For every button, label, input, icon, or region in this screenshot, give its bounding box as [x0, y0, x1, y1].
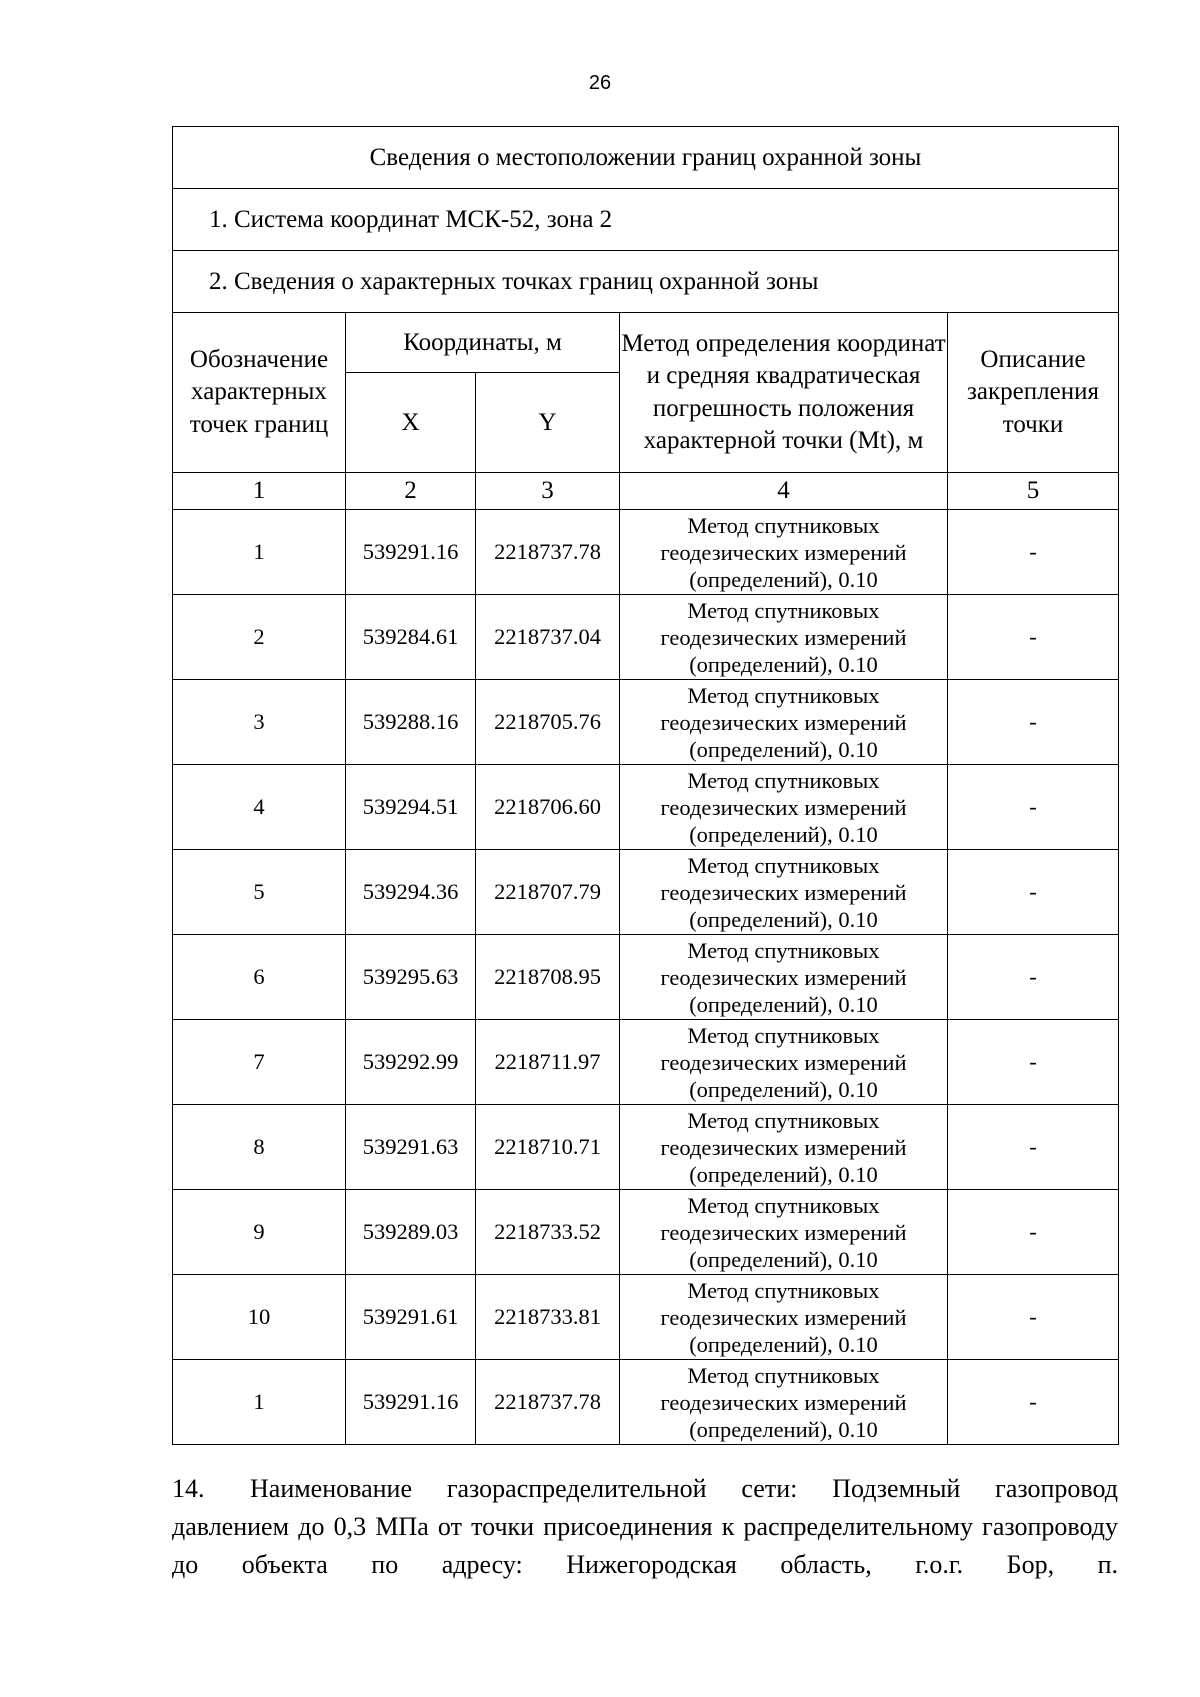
x-coordinate-cell: 539291.16	[346, 510, 476, 595]
y-coordinate-cell: 2218737.04	[476, 595, 620, 680]
x-coordinate-cell: 539294.51	[346, 765, 476, 850]
table-row	[173, 1360, 1119, 1445]
table-row	[173, 1275, 1119, 1360]
description-cell: -	[948, 595, 1119, 680]
table-row	[173, 510, 1119, 595]
boundary-points-table	[172, 126, 1119, 1445]
point-label-cell: 10	[173, 1275, 346, 1360]
paragraph-number: 14.	[172, 1474, 205, 1503]
column-number-row	[173, 473, 1119, 510]
point-label-cell: 7	[173, 1020, 346, 1105]
description-cell: -	[948, 1275, 1119, 1360]
coordinate-system: 1. Система координат МСК-52, зона 2	[173, 189, 1119, 251]
col-header-point: Обозначение характерных точек границ	[173, 313, 346, 473]
column-number: 5	[948, 473, 1119, 510]
table-row	[173, 850, 1119, 935]
description-cell: -	[948, 510, 1119, 595]
y-coordinate-cell: 2218733.52	[476, 1190, 620, 1275]
description-cell: -	[948, 935, 1119, 1020]
y-coordinate-cell: 2218707.79	[476, 850, 620, 935]
description-cell: -	[948, 765, 1119, 850]
method-cell: Метод спутниковых геодезических измерений (определений), 0.10	[620, 1275, 948, 1360]
method-cell: Метод спутниковых геодезических измерений (определений), 0.10	[620, 765, 948, 850]
point-label-cell: 1	[173, 1360, 346, 1445]
method-cell: Метод спутниковых геодезических измерений (определений), 0.10	[620, 680, 948, 765]
method-cell: Метод спутниковых геодезических измерений (определений), 0.10	[620, 1105, 948, 1190]
point-label-cell: 3	[173, 680, 346, 765]
column-number: 4	[620, 473, 948, 510]
col-header-description: Описание закрепления точки	[948, 313, 1119, 473]
y-coordinate-cell: 2218705.76	[476, 680, 620, 765]
point-label-cell: 1	[173, 510, 346, 595]
y-coordinate-cell: 2218737.78	[476, 1360, 620, 1445]
method-cell: Метод спутниковых геодезических измерений (определений), 0.10	[620, 1360, 948, 1445]
point-label-cell: 8	[173, 1105, 346, 1190]
y-coordinate-cell: 2218706.60	[476, 765, 620, 850]
method-cell: Метод спутниковых геодезических измерений (определений), 0.10	[620, 935, 948, 1020]
table-row	[173, 1190, 1119, 1275]
col-header-x: X	[346, 373, 476, 473]
col-header-method: Метод определения координат и средняя квадратическая погрешность положения характерной точки (Mt), м	[620, 313, 948, 473]
table-row	[173, 935, 1119, 1020]
y-coordinate-cell: 2218711.97	[476, 1020, 620, 1105]
y-coordinate-cell: 2218737.78	[476, 510, 620, 595]
y-coordinate-cell: 2218733.81	[476, 1275, 620, 1360]
description-cell: -	[948, 680, 1119, 765]
description-cell: -	[948, 1105, 1119, 1190]
method-cell: Метод спутниковых геодезических измерений (определений), 0.10	[620, 850, 948, 935]
description-cell: -	[948, 1360, 1119, 1445]
x-coordinate-cell: 539291.63	[346, 1105, 476, 1190]
table-row	[173, 595, 1119, 680]
description-cell: -	[948, 1020, 1119, 1105]
table-row	[173, 765, 1119, 850]
method-cell: Метод спутниковых геодезических измерений (определений), 0.10	[620, 1190, 948, 1275]
x-coordinate-cell: 539294.36	[346, 850, 476, 935]
column-number: 2	[346, 473, 476, 510]
x-coordinate-cell: 539291.16	[346, 1360, 476, 1445]
method-cell: Метод спутниковых геодезических измерений (определений), 0.10	[620, 510, 948, 595]
x-coordinate-cell: 539284.61	[346, 595, 476, 680]
method-cell: Метод спутниковых геодезических измерений (определений), 0.10	[620, 595, 948, 680]
point-label-cell: 5	[173, 850, 346, 935]
y-coordinate-cell: 2218710.71	[476, 1105, 620, 1190]
points-section-header: 2. Сведения о характерных точках границ охранной зоны	[173, 251, 1119, 313]
table-row	[173, 1105, 1119, 1190]
point-label-cell: 2	[173, 595, 346, 680]
point-label-cell: 6	[173, 935, 346, 1020]
col-header-coords: Координаты, м	[346, 313, 620, 373]
table-title: Сведения о местоположении границ охранной зоны	[173, 127, 1119, 189]
section-14-paragraph	[172, 1470, 1118, 1584]
x-coordinate-cell: 539292.99	[346, 1020, 476, 1105]
point-label-cell: 9	[173, 1190, 346, 1275]
point-label-cell: 4	[173, 765, 346, 850]
method-cell: Метод спутниковых геодезических измерений (определений), 0.10	[620, 1020, 948, 1105]
description-cell: -	[948, 1190, 1119, 1275]
x-coordinate-cell: 539288.16	[346, 680, 476, 765]
y-coordinate-cell: 2218708.95	[476, 935, 620, 1020]
x-coordinate-cell: 539291.61	[346, 1275, 476, 1360]
page-number: 26	[588, 72, 612, 94]
col-header-y: Y	[476, 373, 620, 473]
paragraph-text: Наименование газораспределительной сети: Подземный газопровод давлением до 0,3 МПа от точки присоединения к распределительному газопроводу до объекта по адресу: Нижегородская область, г.о.г. Бор, п.	[172, 1474, 1118, 1579]
column-number: 1	[173, 473, 346, 510]
column-number: 3	[476, 473, 620, 510]
table-row	[173, 1020, 1119, 1105]
x-coordinate-cell: 539289.03	[346, 1190, 476, 1275]
x-coordinate-cell: 539295.63	[346, 935, 476, 1020]
table-row	[173, 680, 1119, 765]
description-cell: -	[948, 850, 1119, 935]
